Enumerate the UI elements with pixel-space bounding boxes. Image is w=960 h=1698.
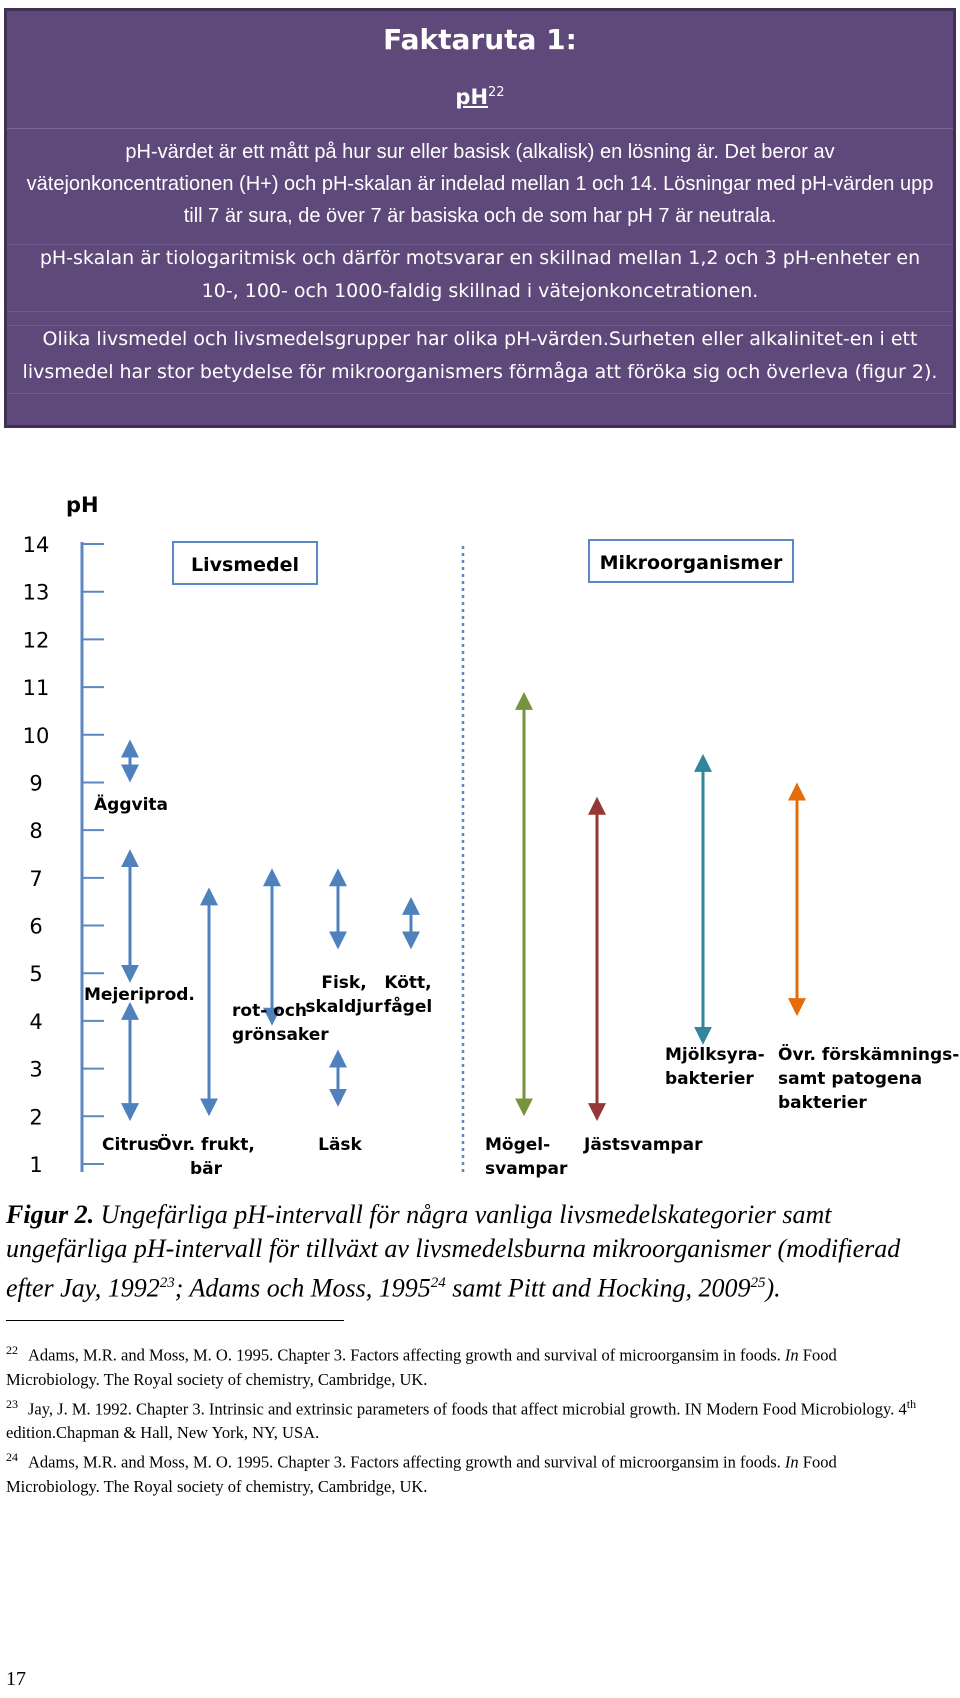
fact-box-paragraph-1: pH-värdet är ett mått på hur sur eller basisk (alkalisk) en lösning är. Det beror av vätejonkoncentrationen (H+) och pH-skalan är indelad mellan 1 och 14. Lösningar med pH-värden upp till 7 är sura, de över 7 är basiska och de som har pH 7 är neutrala. — [26, 141, 934, 227]
ph-range-chart — [0, 470, 960, 1190]
figure-caption — [6, 1198, 946, 1306]
y-tick-label: 1 — [29, 1153, 43, 1177]
range-label: Läsk — [318, 1135, 362, 1155]
caption-text-2: ; Adams och Moss, 1995 — [174, 1273, 431, 1303]
y-tick-label: 7 — [29, 866, 43, 891]
range-label: Övr. frukt, bär — [157, 1135, 255, 1179]
fact-box — [4, 8, 956, 428]
y-tick-label: 10 — [22, 723, 50, 748]
range-label: Jästsvampar — [584, 1135, 703, 1155]
caption-ref-1: 23 — [159, 1275, 175, 1291]
fact-box-paragraph-3: Olika livsmedel och livsmedelsgrupper har olika pH-värden.Surheten eller alkalinitet-en i ett livsmedel har stor betydelse för mikroorganismers förmåga att föröka sig och överleva (figur 2). — [22, 328, 938, 383]
y-axis-ticks — [23, 533, 104, 1177]
y-tick-label: 5 — [29, 962, 43, 987]
y-tick-label: 6 — [29, 914, 43, 939]
caption-text-4: ). — [765, 1273, 781, 1303]
caption-ref-2: 24 — [430, 1275, 446, 1291]
figure-label: Figur 2. — [6, 1200, 95, 1229]
range-label: Mejeriprod. — [84, 985, 195, 1005]
y-axis-label: pH — [66, 493, 99, 517]
fact-box-rule — [7, 393, 953, 394]
page-number: 17 — [6, 1668, 26, 1690]
fact-box-title: Faktaruta 1: — [383, 23, 577, 56]
range-labels — [84, 793, 959, 1179]
y-tick-label: 4 — [29, 1009, 43, 1034]
y-tick-label: 13 — [22, 580, 50, 605]
range-label: Mjölksyra-bakterier — [665, 1045, 765, 1089]
footnotes — [6, 1338, 926, 1499]
range-label: Mögel-svampar — [485, 1135, 568, 1179]
group-label-mikroorganismer: Mikroorganismer — [599, 552, 783, 574]
footnote-rule — [6, 1320, 344, 1321]
fact-box-paragraph-2: pH-skalan är tiologaritmisk och därför motsvarar en skillnad mellan 1,2 och 3 pH-enheter en 10-, 100- och 1000-faldig skillnad i vätejonkoncetrationen. — [39, 247, 921, 302]
range-label: Äggvita — [94, 795, 169, 815]
y-tick-label: 3 — [29, 1057, 43, 1082]
range-label: Fisk, skaldjur — [305, 973, 383, 1017]
group-label-livsmedel: Livsmedel — [191, 554, 299, 576]
footnote: $^{24}$ Adams, M.R. and Moss, M. O. 1995. Chapter 3. Factors affecting growth and survival of microorgansim in foods. In Food Microbiology. The Royal society of chemistry, Cambridge, UK. — [6, 1450, 837, 1496]
fact-box-subtitle-text: pH — [455, 85, 489, 109]
y-tick-label: 11 — [22, 676, 50, 701]
caption-text-1: Ungefärliga pH-intervall för några vanliga livsmedelskategorier samt ungefärliga pH-intervall för tillväxt av livsmedelsburna mikroorganismer (modifierad efter Jay, 1992 — [6, 1200, 901, 1303]
y-tick-label: 2 — [29, 1105, 43, 1130]
range-label: rot- och grönsaker — [232, 1001, 329, 1045]
fact-box-subtitle-ref: 22 — [488, 85, 505, 100]
y-tick-label: 9 — [29, 771, 43, 796]
y-tick-label: 8 — [29, 819, 43, 844]
fact-box-subtitle — [7, 85, 953, 109]
footnote: $^{23}$ Jay, J. M. 1992. Chapter 3. Intrinsic and extrinsic parameters of foods that affect microbial growth. IN Modern Food Microbiology. 4th edition.Chapman & Hall, New York, NY, USA. — [6, 1396, 917, 1442]
range-label: Citrus — [102, 1135, 160, 1155]
fact-box-separator — [7, 128, 953, 129]
footnote: $^{22}$ Adams, M.R. and Moss, M. O. 1995. Chapter 3. Factors affecting growth and survival of microorgansim in foods. In Food Microbiology. The Royal society of chemistry, Cambridge, UK. — [6, 1343, 837, 1389]
y-tick-label: 14 — [22, 533, 50, 557]
caption-ref-3: 25 — [750, 1275, 766, 1291]
range-label: Övr. förskämnings-samt patogena bakterier — [778, 1045, 960, 1113]
y-tick-label: 12 — [22, 628, 50, 653]
fact-box-rule — [7, 311, 953, 312]
caption-text-3: samt Pitt and Hocking, 2009 — [445, 1273, 751, 1303]
range-label: Kött, fågel — [383, 973, 433, 1017]
